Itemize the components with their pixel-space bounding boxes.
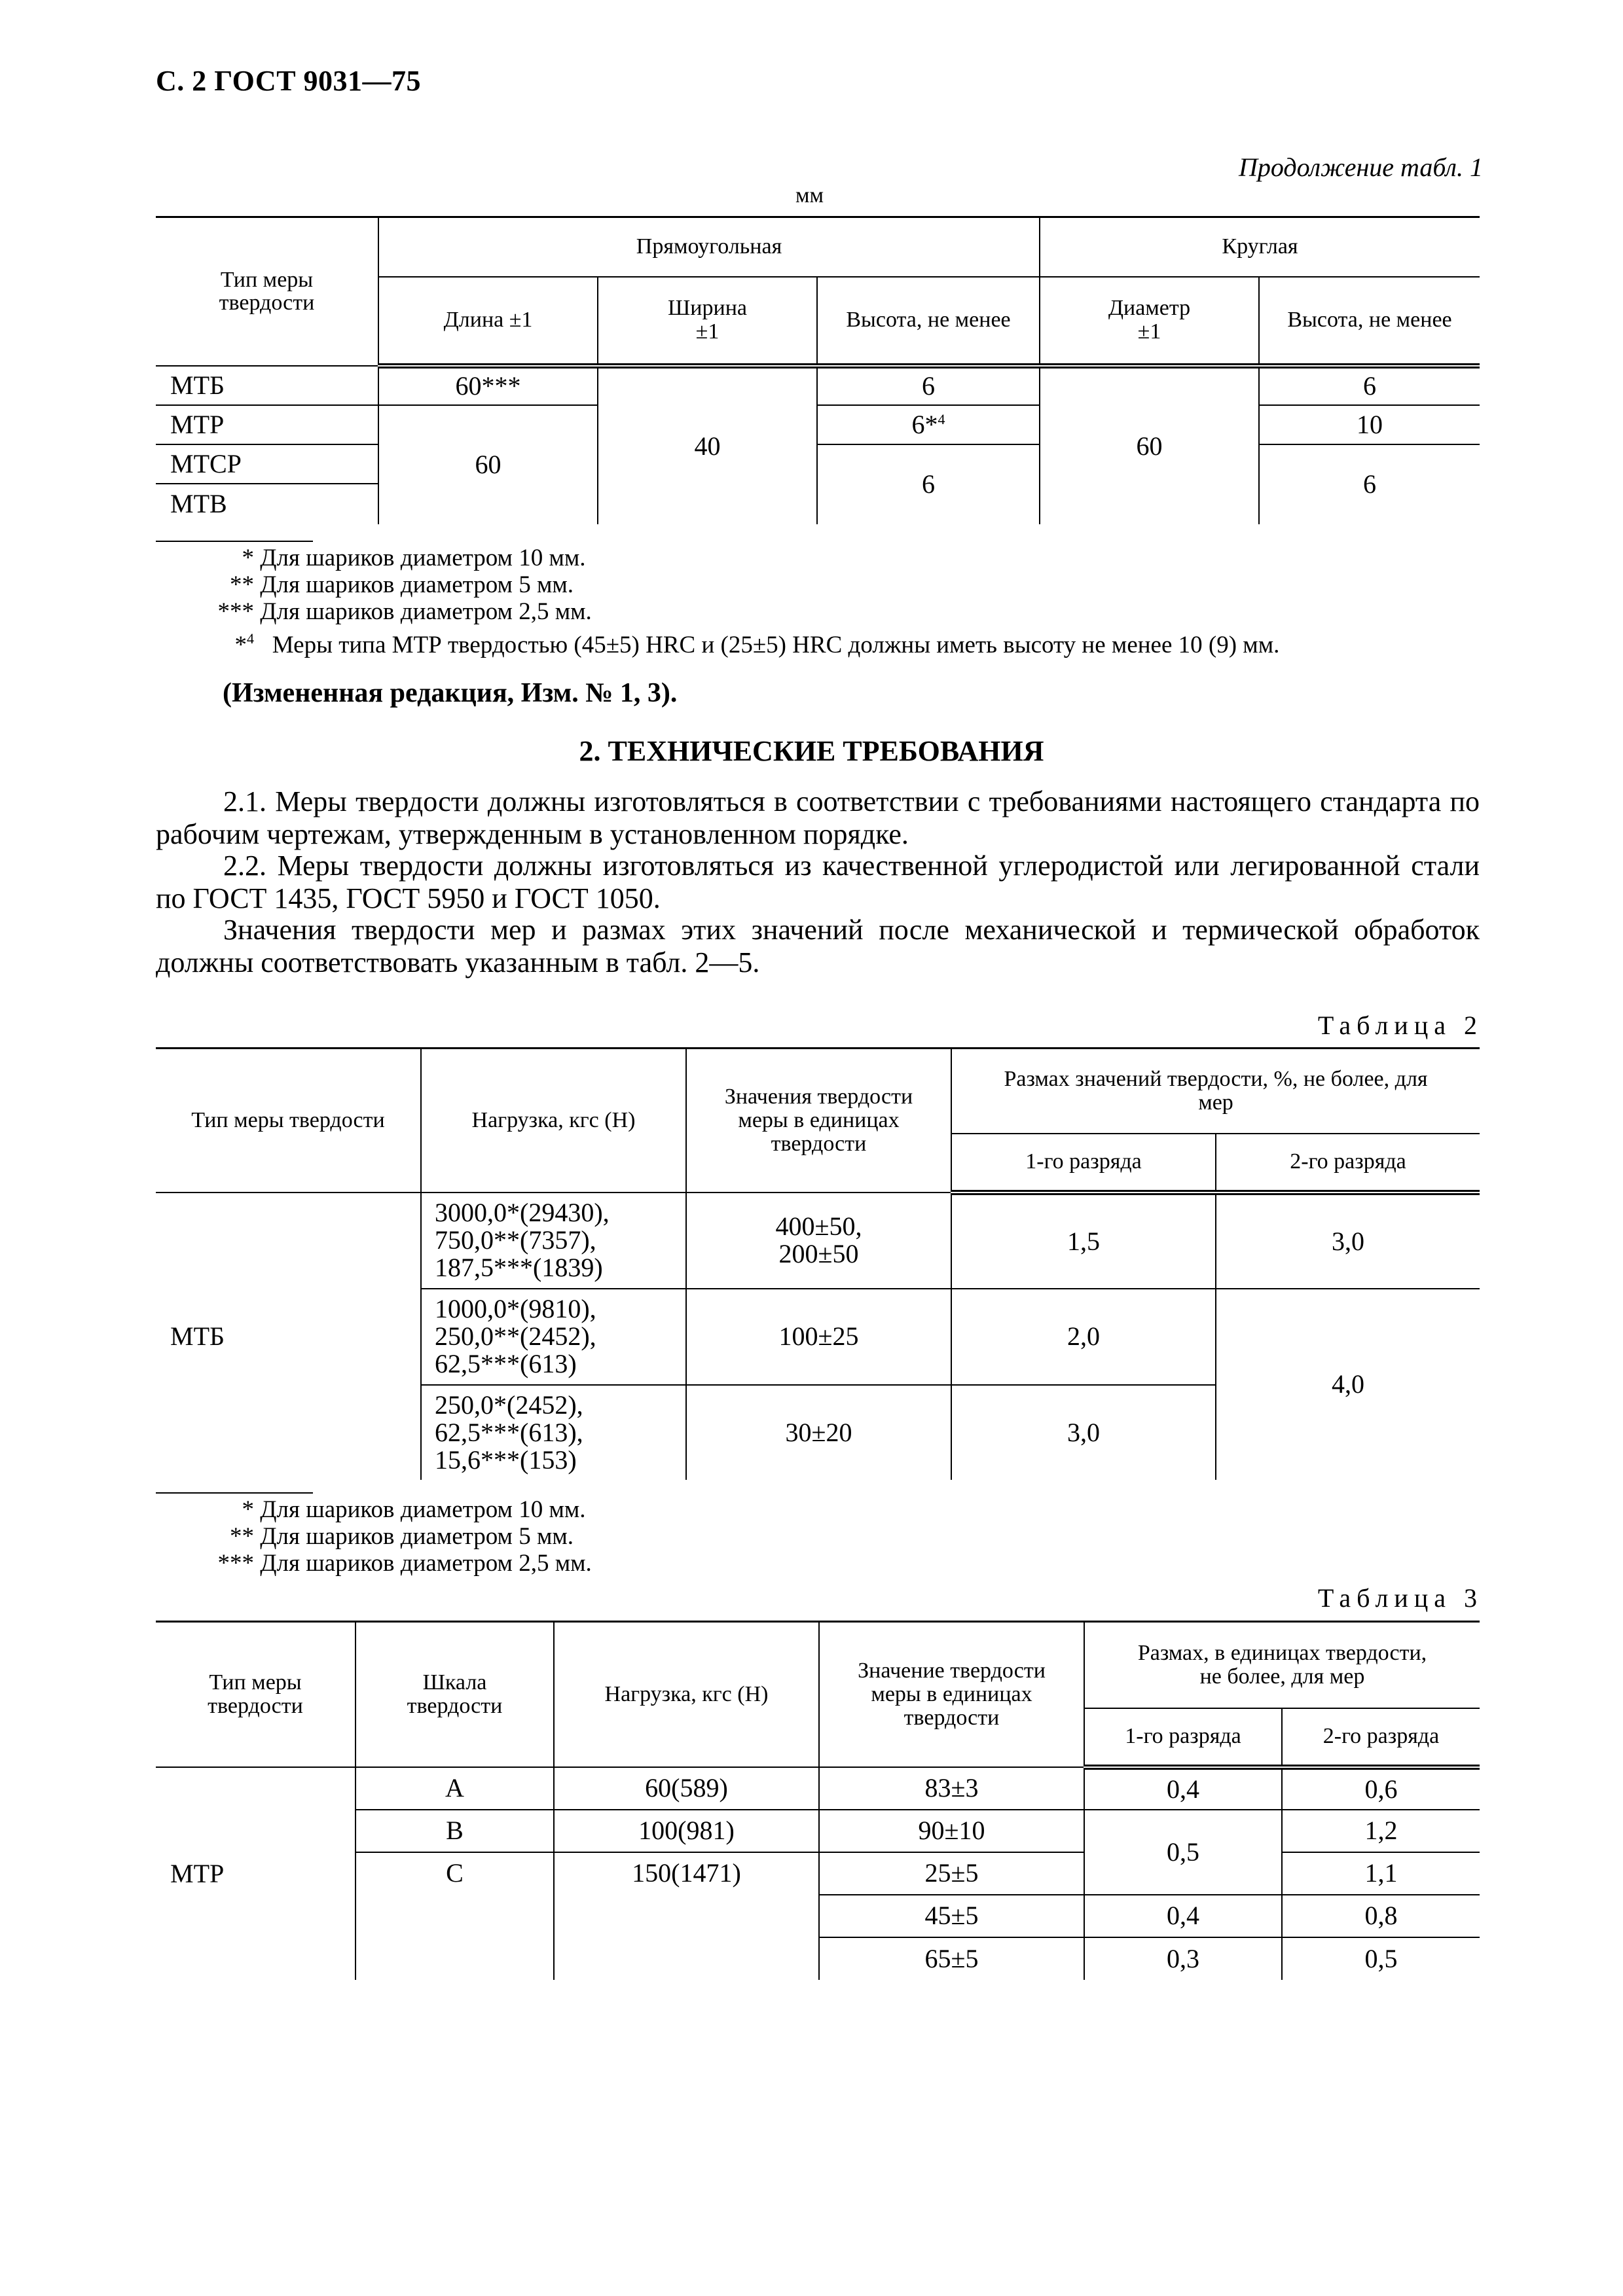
- table1-width: 40: [598, 366, 817, 524]
- footnote: *$^4$ Меры типа МТР твердостью (45±5) HRC и (25±5) HRC должны иметь высоту не менее 10 (9) мм.: [234, 630, 1280, 658]
- table1-height2-rest: 6: [1259, 444, 1480, 524]
- footnote: ** Для шариков диаметром 5 мм.: [230, 571, 574, 598]
- table3-scale: B: [356, 1810, 554, 1852]
- table3-grade2: 1,2: [1282, 1810, 1480, 1852]
- table1-header-type: Тип меры твердости: [156, 217, 378, 366]
- table3-header-load: Нагрузка, кгс (Н): [554, 1622, 819, 1767]
- footnote: * Для шариков диаметром 10 мм.: [242, 1496, 586, 1523]
- table1-header-length: Длина ±1: [378, 277, 598, 366]
- amendment-note: (Измененная редакция, Изм. № 1, 3).: [223, 678, 678, 708]
- table3-header-value: Значение твердости меры в единицах твердости: [819, 1622, 1084, 1767]
- footnote: *** Для шариков диаметром 2,5 мм.: [217, 598, 592, 625]
- section-title: 2. ТЕХНИЧЕСКИЕ ТРЕБОВАНИЯ: [579, 735, 1044, 767]
- paragraph-2-1: 2.1. Меры твердости должны изготовляться в соответствии с требованиями настоящего стандарта по рабочим чертежам, утвержденным в установленном порядке.: [156, 785, 1480, 850]
- table2-value: 100±25: [686, 1289, 951, 1385]
- table1-type-mtv: МТВ: [156, 484, 378, 524]
- table3-header-grade2: 2-го разряда: [1282, 1708, 1480, 1767]
- table1-height2-mtr: 10: [1259, 405, 1480, 444]
- table2-load: 3000,0*(29430), 750,0**(7357), 187,5***(1839): [421, 1193, 686, 1289]
- footnote-separator: [156, 541, 313, 542]
- table1-diameter: 60: [1040, 366, 1259, 524]
- table3-load: 150(1471): [554, 1852, 819, 1980]
- footnote-separator: [156, 1492, 313, 1494]
- table3-header-grade1: 1-го разряда: [1084, 1708, 1282, 1767]
- table3-scale: C: [356, 1852, 554, 1980]
- table3-grade1: 0,5: [1084, 1810, 1282, 1895]
- table1-type-mtsr: МТСР: [156, 444, 378, 484]
- table2-header-type: Тип меры твердости: [156, 1049, 421, 1193]
- table2-load: 1000,0*(9810), 250,0**(2452), 62,5***(613): [421, 1289, 686, 1385]
- table3-grade2: 0,6: [1282, 1767, 1480, 1810]
- table1-header-width: Ширина ±1: [598, 277, 817, 366]
- table2-load: 250,0*(2452), 62,5***(613), 15,6***(153): [421, 1385, 686, 1480]
- table1-height-rest: 6: [817, 444, 1040, 524]
- table3-label: Таблица 3: [1317, 1583, 1483, 1613]
- table1-height2-mtb: 6: [1259, 366, 1480, 405]
- table3-grade1: 0,3: [1084, 1937, 1282, 1980]
- table3-load: 100(981): [554, 1810, 819, 1852]
- table1-type-mtb: МТБ: [156, 366, 378, 405]
- table1-header-height: Высота, не менее: [817, 277, 1040, 366]
- page-header: С. 2 ГОСТ 9031—75: [156, 65, 422, 97]
- table1-height-mtr: 6*$^4$: [817, 405, 1040, 444]
- footnote: * Для шариков диаметром 10 мм.: [242, 545, 586, 571]
- table3-header-range: Размах, в единицах твердости, не более, для мер: [1084, 1622, 1480, 1708]
- table3-value: 65±5: [819, 1937, 1084, 1980]
- table3-value: 45±5: [819, 1895, 1084, 1937]
- paragraph-2-2: 2.2. Меры твердости должны изготовляться из качественной углеродистой или легированной стали по ГОСТ 1435, ГОСТ 5950 и ГОСТ 1050.: [156, 850, 1480, 914]
- table1-header-round: Круглая: [1040, 217, 1480, 277]
- table1-footnotes: [156, 545, 1279, 658]
- table-1: [156, 216, 1480, 524]
- table3-value: 90±10: [819, 1810, 1084, 1852]
- table3-value: 83±3: [819, 1767, 1084, 1810]
- paragraph-values: Значения твердости мер и размах этих значений после механической и термической обработок должны соответствовать указанным в табл. 2—5.: [156, 914, 1480, 978]
- table1-length-mtb: 60***: [378, 366, 598, 405]
- table1-header-rect: Прямоугольная: [378, 217, 1040, 277]
- table3-grade2: 0,8: [1282, 1895, 1480, 1937]
- table2-header-grade2: 2-го разряда: [1216, 1134, 1480, 1193]
- table3-header-scale: Шкала твердости: [356, 1622, 554, 1767]
- footnote: *** Для шариков диаметром 2,5 мм.: [217, 1550, 592, 1577]
- table3-type: МТР: [156, 1767, 356, 1980]
- table3-grade2: 1,1: [1282, 1852, 1480, 1895]
- table2-type: МТБ: [156, 1193, 421, 1480]
- table3-scale: A: [356, 1767, 554, 1810]
- table2-grade1: 3,0: [951, 1385, 1216, 1480]
- table2-label: Таблица 2: [1317, 1011, 1483, 1040]
- table-3: [156, 1621, 1480, 1980]
- table2-grade1: 1,5: [951, 1193, 1216, 1289]
- table2-grade1: 2,0: [951, 1289, 1216, 1385]
- table1-length-rest: 60: [378, 405, 598, 524]
- footnote: ** Для шариков диаметром 5 мм.: [230, 1523, 574, 1550]
- table3-grade1: 0,4: [1084, 1767, 1282, 1810]
- table-continuation-label: Продолжение табл. 1: [1238, 152, 1483, 182]
- table1-height-mtb: 6: [817, 366, 1040, 405]
- table1-type-mtr: МТР: [156, 405, 378, 444]
- table2-grade2: 4,0: [1216, 1289, 1480, 1480]
- table2-header-range: Размах значений твердости, %, не более, для мер: [951, 1049, 1480, 1134]
- table2-header-load: Нагрузка, кгс (Н): [421, 1049, 686, 1193]
- table2-value: 30±20: [686, 1385, 951, 1480]
- table1-header-height-round: Высота, не менее: [1259, 277, 1480, 366]
- table-2: [156, 1047, 1480, 1480]
- units-label: мм: [795, 183, 824, 207]
- table3-load: 60(589): [554, 1767, 819, 1810]
- table2-footnotes: [156, 1496, 592, 1577]
- table3-grade2: 0,5: [1282, 1937, 1480, 1980]
- table2-header-grade1: 1-го разряда: [951, 1134, 1216, 1193]
- table2-grade2: 3,0: [1216, 1193, 1480, 1289]
- table2-header-value: Значения твердости меры в единицах твердости: [686, 1049, 951, 1193]
- table2-value: 400±50, 200±50: [686, 1193, 951, 1289]
- table1-header-diameter: Диаметр ±1: [1040, 277, 1259, 366]
- table3-header-type: Тип меры твердости: [156, 1622, 356, 1767]
- table3-value: 25±5: [819, 1852, 1084, 1895]
- table3-grade1: 0,4: [1084, 1895, 1282, 1937]
